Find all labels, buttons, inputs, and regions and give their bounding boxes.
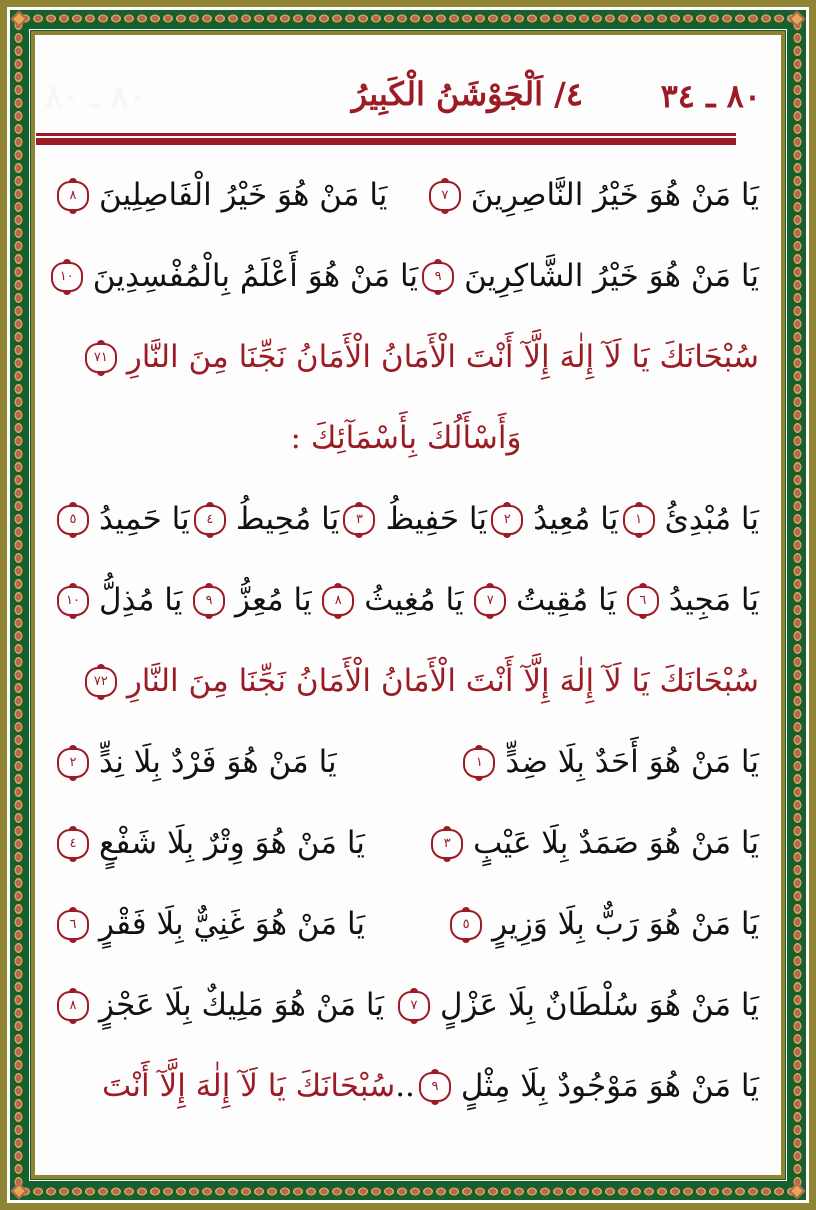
invocation-text: يَا مَنْ هُوَ أَحَدٌ بِلَا ضِدٍّ	[505, 744, 759, 780]
invocation-segment	[53, 560, 182, 641]
invocation-segment	[81, 317, 759, 398]
invocation-segment	[394, 965, 759, 1046]
text-line	[35, 641, 781, 722]
verse-number-badge: ٦	[57, 910, 89, 940]
page-content	[35, 35, 781, 1175]
text-line	[35, 1046, 781, 1127]
invocation-text: يَا مَنْ هُوَ فَرْدٌ بِلَا نِدٍّ	[99, 744, 337, 780]
invocation-text: يَا حَمِيدُ	[99, 501, 190, 537]
invocation-text: يَا مَنْ هُوَ صَمَدٌ بِلَا عَيْبٍ	[473, 825, 759, 861]
border-chain-right	[792, 18, 803, 1192]
verse-number-badge: ٣	[343, 505, 375, 535]
invocation-segment	[53, 479, 190, 560]
verse-number-badge: ٧	[398, 991, 430, 1021]
invocation-text: سُبْحَانَكَ يَا لَآ إِلٰهَ إِلَّآ أَنْتَ الْأَمَانُ الْأَمَانُ نَجِّنَا مِنَ النَّارِ	[126, 663, 759, 699]
verse-number-badge: ١	[463, 748, 495, 778]
verse-number-badge: ٨	[322, 586, 354, 616]
invocation-segment	[81, 641, 759, 722]
verse-number-badge: ٧١	[85, 343, 117, 373]
verse-number-badge: ٥	[57, 505, 89, 535]
invocation-segment	[53, 722, 337, 803]
invocation-segment	[53, 884, 365, 965]
invocation-segment	[415, 1046, 759, 1127]
verse-number-badge: ٩	[422, 262, 454, 292]
verse-number-badge: ١	[623, 505, 655, 535]
invocation-text: يَا مُحِيطُ	[235, 501, 340, 537]
verse-number-badge: ٨	[57, 181, 89, 211]
invocation-segment	[446, 884, 759, 965]
invocation-segment	[53, 155, 387, 236]
invocation-segment	[418, 236, 759, 317]
border-chain-top	[18, 13, 798, 24]
verse-number-badge: ١٠	[57, 586, 89, 616]
verse-number-badge: ٧	[429, 181, 461, 211]
verse-number-badge: ١٠	[51, 262, 83, 292]
invocation-segment	[102, 1046, 395, 1127]
page-title: ٤/ اَلْجَوْشَنُ الْكَبِيرُ	[351, 75, 583, 113]
invocation-segment	[487, 479, 618, 560]
verse-number-badge: ٣	[431, 829, 463, 859]
text-line	[35, 560, 781, 641]
verse-number-badge: ٨	[57, 991, 89, 1021]
page-number: ٨٠ ـ ٣٤	[660, 77, 761, 115]
text-lines	[35, 155, 781, 1127]
text-line	[35, 236, 781, 317]
invocation-text: سُبْحَانَكَ يَا لَآ إِلٰهَ إِلَّآ أَنْتَ	[101, 1068, 396, 1104]
invocation-text: يَا مُغِيثُ	[364, 582, 464, 618]
invocation-text: يَا مَنْ هُوَ مَوْجُودٌ بِلَا مِثْلٍ	[460, 1068, 759, 1104]
text-line	[35, 965, 781, 1046]
invocation-text: يَا مَنْ هُوَ أَعْلَمُ بِالْمُفْسِدِينَ	[92, 258, 419, 294]
invocation-text: يَا مَجِيدُ	[668, 582, 759, 618]
verse-number-badge: ٧٢	[85, 667, 117, 697]
invocation-segment	[189, 560, 312, 641]
invocation-text: يَا مُذِلُّ	[99, 582, 183, 618]
text-line	[35, 479, 781, 560]
invocation-segment	[318, 560, 463, 641]
invocation-segment	[291, 398, 522, 479]
invocation-segment	[470, 560, 616, 641]
text-line	[35, 317, 781, 398]
invocation-segment	[53, 965, 384, 1046]
invocation-segment	[395, 1046, 415, 1127]
invocation-segment	[459, 722, 759, 803]
verse-number-badge: ٧	[474, 586, 506, 616]
invocation-text: يَا مَنْ هُوَ خَيْرُ الشَّاكِرِينَ	[464, 258, 759, 294]
text-line	[35, 884, 781, 965]
invocation-text: يَا مَنْ هُوَ غَنِيٌّ بِلَا فَقْرٍ	[99, 906, 366, 942]
invocation-text: يَا مَنْ هُوَ خَيْرُ النَّاصِرِينَ	[470, 177, 759, 213]
verse-number-badge: ٢	[491, 505, 523, 535]
invocation-segment	[190, 479, 339, 560]
header-divider-thin	[36, 133, 736, 136]
invocation-text: يَا مُعِيدُ	[533, 501, 619, 537]
invocation-text: يَا مَنْ هُوَ رَبٌّ بِلَا وَزِيرٍ	[492, 906, 759, 942]
invocation-text: يَا مَنْ هُوَ وِتْرٌ بِلَا شَفْعٍ	[99, 825, 365, 861]
invocation-text: يَا مَنْ هُوَ سُلْطَانٌ بِلَا عَزْلٍ	[439, 987, 759, 1023]
page-header	[35, 75, 781, 125]
text-line	[35, 398, 781, 479]
text-line	[35, 722, 781, 803]
invocation-segment	[47, 236, 418, 317]
text-line	[35, 155, 781, 236]
verse-number-badge: ٤	[57, 829, 89, 859]
verse-number-badge: ٢	[57, 748, 89, 778]
verse-number-badge: ٦	[627, 586, 659, 616]
invocation-text: يَا مُقِيتُ	[516, 582, 617, 618]
invocation-segment	[339, 479, 487, 560]
verse-number-badge: ٩	[193, 586, 225, 616]
ghost-watermark: ٨٠ ـ ٨٠	[45, 77, 146, 115]
verse-number-badge: ٩	[419, 1072, 451, 1102]
invocation-segment	[53, 803, 365, 884]
invocation-segment	[427, 803, 759, 884]
invocation-text: يَا مَنْ هُوَ خَيْرُ الْفَاصِلِينَ	[99, 177, 388, 213]
invocation-text: يَا مُعِزُّ	[235, 582, 312, 618]
invocation-segment	[623, 560, 759, 641]
verse-number-badge: ٥	[450, 910, 482, 940]
header-divider-thick	[36, 138, 736, 145]
invocation-text: ..	[395, 1068, 415, 1104]
invocation-text: يَا مُبْدِئُ	[664, 501, 759, 537]
invocation-text: يَا حَفِيظُ	[385, 501, 487, 537]
invocation-text: سُبْحَانَكَ يَا لَآ إِلٰهَ إِلَّآ أَنْتَ الْأَمَانُ الْأَمَانُ نَجِّنَا مِنَ النَّارِ	[126, 339, 759, 375]
text-line	[35, 803, 781, 884]
border-chain-bottom	[18, 1186, 798, 1197]
invocation-segment	[425, 155, 759, 236]
border-chain-left	[13, 18, 24, 1192]
invocation-text: يَا مَنْ هُوَ مَلِيكٌ بِلَا عَجْزٍ	[99, 987, 384, 1023]
invocation-segment	[619, 479, 759, 560]
invocation-text: وَأَسْأَلُكَ بِأَسْمَآئِكَ :	[290, 420, 522, 456]
verse-number-badge: ٤	[194, 505, 226, 535]
